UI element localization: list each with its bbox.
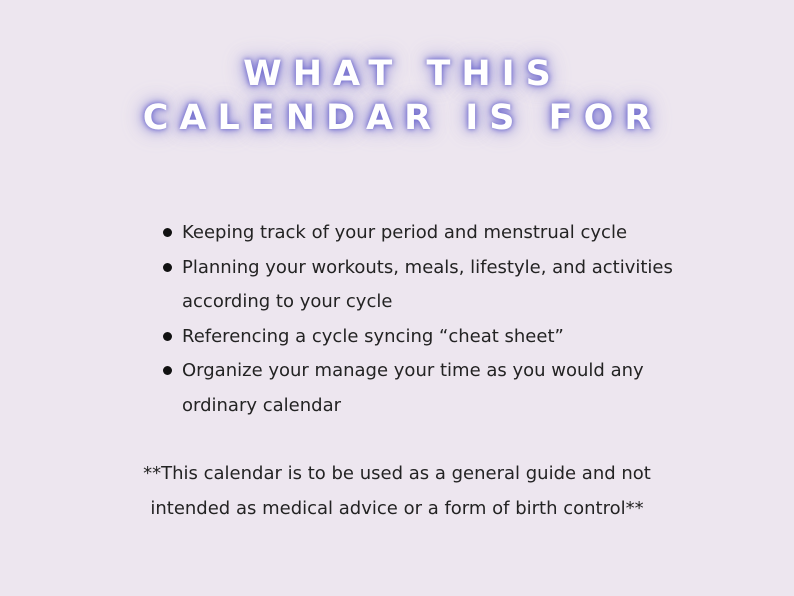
disclaimer: [0, 456, 794, 526]
list-item-text: Organize your manage your time as you would any ordinary calendar: [182, 360, 644, 416]
title-line-1: WHAT THIS: [243, 54, 562, 94]
bullet-icon: [163, 228, 172, 237]
disclaimer-line-2: intended as medical advice or a form of birth control**: [150, 498, 644, 519]
page-title: [0, 52, 794, 140]
bullet-icon: [163, 332, 172, 341]
bullet-icon: [163, 263, 172, 272]
list-item-text: Referencing a cycle syncing “cheat sheet”: [182, 325, 564, 347]
title-line-2: CALENDAR IS FOR: [142, 98, 663, 138]
list-item: [160, 320, 680, 355]
list-item: [160, 216, 680, 251]
disclaimer-line-1: **This calendar is to be used as a general guide and not: [143, 463, 651, 484]
list-item: [160, 251, 680, 320]
list-item: [160, 354, 680, 423]
list-item-text: Keeping track of your period and menstrual cycle: [182, 222, 628, 243]
bullet-icon: [163, 366, 172, 375]
list-item-text: Planning your workouts, meals, lifestyle, and activities according to your cycle: [182, 256, 673, 312]
purpose-list: [160, 216, 680, 423]
